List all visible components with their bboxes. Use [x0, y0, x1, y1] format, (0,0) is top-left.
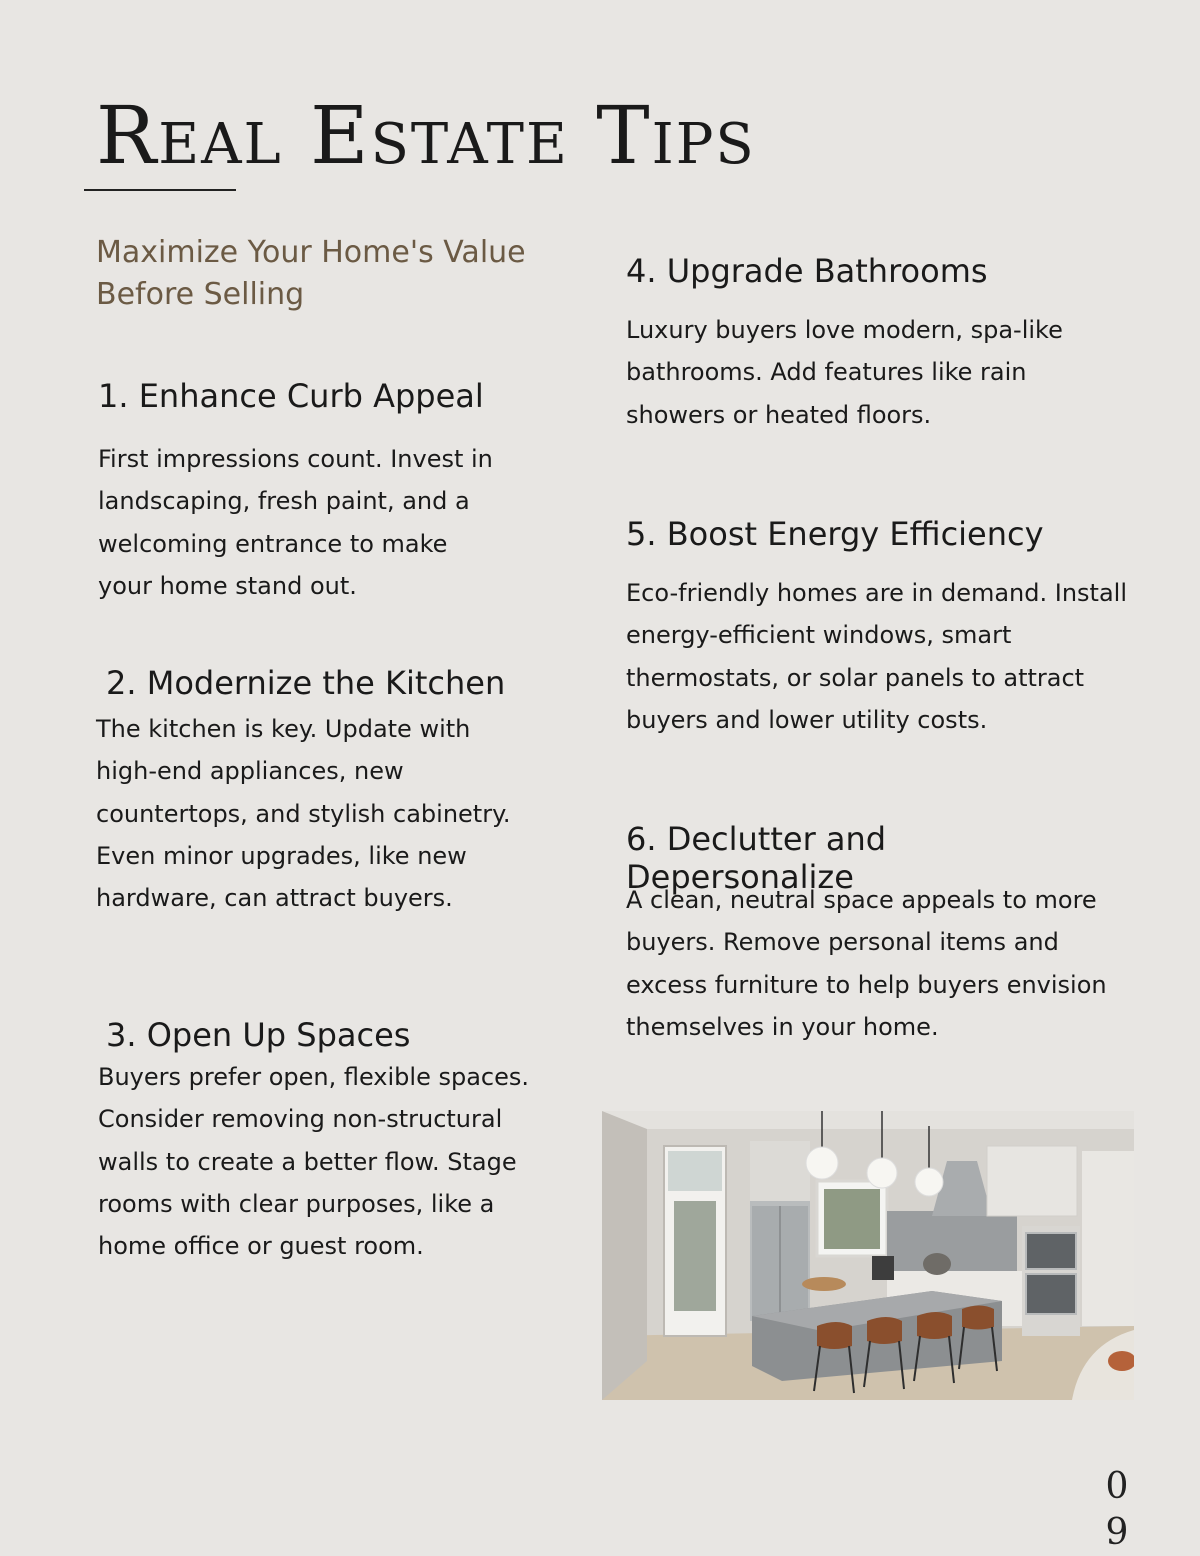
page-number [1100, 1464, 1134, 1556]
tip-5-body: Eco-friendly homes are in demand. Install energy-efficient windows, smart thermostats, or solar panels to attract buyers and lower utility costs. [626, 579, 1127, 734]
tip-1-body: First impressions count. Invest in landscaping, fresh paint, and a welcoming entrance to make your home stand out. [98, 445, 493, 600]
tip-2-body: The kitchen is key. Update with high-end appliances, new countertops, and stylish cabinetry. Even minor upgrades, like new hardware, can attract buyers. [96, 715, 511, 913]
page-title: Real Estate Tips [96, 89, 756, 182]
kitchen-photo [602, 1111, 1134, 1400]
tip-1-heading: 1. Enhance Curb Appeal [98, 377, 484, 415]
page-number-digit-2: 9 [1105, 1512, 1129, 1553]
tip-3-heading: 3. Open Up Spaces [106, 1016, 411, 1054]
tip-4-body: Luxury buyers love modern, spa-like bathrooms. Add features like rain showers or heated floors. [626, 316, 1063, 429]
tip-2-heading: 2. Modernize the Kitchen [106, 664, 506, 702]
tip-6-heading: 6. Declutter and Depersonalize [626, 820, 887, 896]
subtitle: Maximize Your Home's Value Before Selling [96, 235, 526, 312]
title-underline [84, 189, 236, 191]
tip-6-body: A clean, neutral space appeals to more buyers. Remove personal items and excess furniture to help buyers envision themselves in your home. [626, 886, 1107, 1041]
page-number-digit-1: 0 [1105, 1466, 1129, 1507]
tip-4-heading: 4. Upgrade Bathrooms [626, 252, 988, 290]
tip-3-body: Buyers prefer open, flexible spaces. Consider removing non-structural walls to create a better flow. Stage rooms with clear purposes, like a home office or guest room. [98, 1063, 530, 1261]
tip-5-heading: 5. Boost Energy Efficiency [626, 515, 1044, 553]
